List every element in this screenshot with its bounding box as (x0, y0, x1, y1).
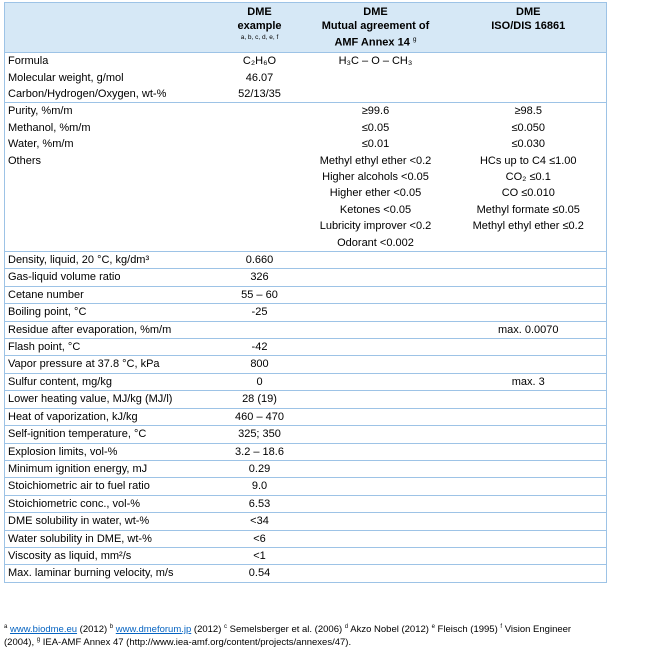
table-row (5, 460, 607, 477)
row-amf-value (301, 565, 451, 582)
row-label: Stoichiometric air to fuel ratio (5, 478, 219, 495)
table-header-row (5, 3, 607, 53)
table-row (5, 136, 607, 152)
table-row (5, 339, 607, 356)
row-amf-value (301, 153, 451, 252)
row-label: Explosion limits, vol-% (5, 443, 219, 460)
row-amf-value (301, 86, 451, 103)
row-amf-value: H₃C – O – CH₃ (301, 53, 451, 70)
table-row (5, 547, 607, 564)
row-label: DME solubility in water, wt-% (5, 513, 219, 530)
row-amf-value (301, 286, 451, 303)
row-example-value: 0 (219, 373, 301, 390)
row-example-value: 52/13/35 (238, 87, 281, 100)
header-dme-iso: DME ISO/DIS 16861 (451, 3, 607, 53)
row-iso-value (451, 391, 607, 408)
row-iso-value (451, 304, 607, 321)
row-iso-value (451, 339, 607, 356)
iso-list-item: Methyl formate ≤0.05 (476, 203, 580, 216)
row-example-value: 6.53 (219, 495, 301, 512)
table-row (5, 391, 607, 408)
row-label: Minimum ignition energy, mJ (5, 460, 219, 477)
row-label: Max. laminar burning velocity, m/s (5, 565, 219, 582)
row-iso-value (451, 86, 607, 103)
row-amf-value (301, 391, 451, 408)
row-example-value: -25 (219, 304, 301, 321)
row-example-value (219, 153, 301, 252)
table-row (5, 252, 607, 269)
row-amf-value (301, 408, 451, 425)
row-example-value: 9.0 (219, 478, 301, 495)
row-label: Purity, %m/m (5, 103, 219, 120)
biodme-link[interactable]: www.biodme.eu (9, 624, 78, 636)
row-example-value (219, 103, 301, 120)
header-dme-example: DME example a, b, c, d, e, f (219, 3, 301, 53)
row-amf-value: ≤0.01 (361, 138, 390, 151)
row-amf-value (301, 70, 451, 86)
row-label: Water solubility in DME, wt-% (5, 530, 219, 547)
row-amf-value (301, 304, 451, 321)
row-amf-value (301, 339, 451, 356)
row-iso-value (451, 70, 607, 86)
table-row (5, 70, 607, 86)
table-row (5, 530, 607, 547)
iso-list-item: CO₂ ≤0.1 (505, 171, 551, 183)
row-example-value: 326 (219, 269, 301, 286)
table-row (5, 408, 607, 425)
row-example-value: 28 (19) (219, 391, 301, 408)
table-row (5, 495, 607, 512)
row-example-value (219, 120, 301, 136)
row-amf-value (301, 460, 451, 477)
row-example-value: -42 (219, 339, 301, 356)
table-row (5, 565, 607, 582)
amf-list-item: Lubricity improver <0.2 (319, 220, 432, 233)
row-example-value: <6 (219, 530, 301, 547)
row-example-value: 0.660 (219, 252, 301, 269)
row-iso-value (451, 286, 607, 303)
amf-list-item: Ketones <0.05 (339, 203, 412, 216)
row-label: Methanol, %m/m (8, 121, 91, 134)
row-example-value: 3.2 – 18.6 (219, 443, 301, 460)
row-example-value: 55 – 60 (219, 286, 301, 303)
row-iso-value (451, 478, 607, 495)
table-row (5, 356, 607, 373)
row-iso-value (451, 53, 607, 70)
row-amf-value (301, 513, 451, 530)
row-amf-value (301, 321, 451, 338)
row-amf-value (301, 530, 451, 547)
row-iso-value (451, 495, 607, 512)
amf-list-item: Odorant <0.002 (337, 236, 414, 249)
row-label: Residue after evaporation, %m/m (5, 321, 219, 338)
table-row (5, 286, 607, 303)
row-example-value: 460 – 470 (219, 408, 301, 425)
table-row (5, 513, 607, 530)
table-row (5, 53, 607, 70)
row-amf-value (301, 443, 451, 460)
table-row (5, 304, 607, 321)
row-amf-value (301, 478, 451, 495)
row-iso-value (451, 408, 607, 425)
row-example-value: 800 (219, 356, 301, 373)
row-label: Vapor pressure at 37.8 °C, kPa (5, 356, 219, 373)
row-label: Water, %m/m (8, 138, 74, 151)
row-iso-value (451, 153, 607, 252)
row-iso-value (451, 513, 607, 530)
row-iso-value: ≤0.030 (511, 138, 546, 151)
dmeforum-link[interactable]: www.dmeforum.jp (115, 624, 192, 636)
row-iso-value (451, 460, 607, 477)
row-example-value: 0.29 (219, 460, 301, 477)
table-row (5, 321, 607, 338)
row-label: Others (8, 154, 42, 167)
row-label: Cetane number (5, 286, 219, 303)
footnotes (4, 622, 670, 648)
row-iso-value (451, 426, 607, 443)
table-row (5, 86, 607, 103)
footnote-line-1: $^a$ www.biodme.eu (2012) $^b$ www.dmeforum.jp (2012) $^c$ Semelsberger et al. (2006) $^d$ Akzo Nobel (2012) $^e$ Fleisch (1995) $^f$ Vision Engineer (4, 624, 572, 636)
row-label: Heat of vaporization, kJ/kg (5, 408, 219, 425)
row-amf-value (301, 373, 451, 390)
row-label: Gas-liquid volume ratio (5, 269, 219, 286)
amf-list-item: Methyl ethyl ether <0.2 (319, 154, 432, 167)
row-iso-value (451, 252, 607, 269)
table-row (5, 443, 607, 460)
row-amf-value (301, 269, 451, 286)
row-iso-value (451, 356, 607, 373)
row-example-value: C₂H₆O (219, 53, 301, 70)
row-amf-value: ≥99.6 (301, 103, 451, 120)
row-label: Formula (5, 53, 219, 70)
properties-table (4, 2, 607, 583)
row-iso-value (451, 530, 607, 547)
row-example-value: 325; 350 (219, 426, 301, 443)
row-label: Lower heating value, MJ/kg (MJ/l) (5, 391, 219, 408)
iso-list-item: Methyl ethyl ether ≤0.2 (472, 220, 584, 233)
table-row (5, 478, 607, 495)
row-iso-value (451, 565, 607, 582)
row-example-value: <34 (219, 513, 301, 530)
row-label: Carbon/Hydrogen/Oxygen, wt-% (8, 87, 167, 100)
table-row (5, 269, 607, 286)
row-amf-value: ≤0.05 (361, 121, 390, 134)
row-label: Flash point, °C (5, 339, 219, 356)
table-row (5, 103, 607, 120)
row-amf-value (301, 426, 451, 443)
row-example-value (219, 136, 301, 152)
row-example-value: 46.07 (245, 71, 274, 84)
footnote-line-2: (2004), $^g$ IEA-AMF Annex 47 (http://www.iea-amf.org/content/projects/annexes/47). (4, 637, 352, 649)
row-iso-value (451, 547, 607, 564)
iso-list-item: HCs up to C4 ≤1.00 (479, 154, 577, 167)
row-label: Sulfur content, mg/kg (5, 373, 219, 390)
row-label: Density, liquid, 20 °C, kg/dm³ (5, 252, 219, 269)
row-label: Molecular weight, g/mol (8, 71, 124, 84)
row-iso-value: ≥98.5 (451, 103, 607, 120)
row-label: Boiling point, °C (5, 304, 219, 321)
row-amf-value (301, 356, 451, 373)
row-example-value: 0.54 (219, 565, 301, 582)
table-row (5, 373, 607, 390)
row-iso-value: max. 3 (451, 373, 607, 390)
table-row (5, 153, 607, 252)
header-blank (5, 3, 219, 53)
row-amf-value (301, 495, 451, 512)
row-label: Self-ignition temperature, °C (5, 426, 219, 443)
row-iso-value (451, 443, 607, 460)
row-iso-value (451, 269, 607, 286)
row-iso-value: ≤0.050 (511, 121, 546, 134)
row-label: Viscosity as liquid, mm²/s (5, 547, 219, 564)
table-row (5, 426, 607, 443)
row-example-value: <1 (219, 547, 301, 564)
amf-list-item: Higher alcohols <0.05 (322, 171, 429, 183)
iso-list-item: CO ≤0.010 (501, 187, 555, 200)
amf-list-item: Higher ether <0.05 (329, 187, 422, 200)
table-row (5, 120, 607, 136)
row-amf-value (301, 252, 451, 269)
row-amf-value (301, 547, 451, 564)
row-example-value (219, 321, 301, 338)
row-label: Stoichiometric conc., vol-% (5, 495, 219, 512)
row-iso-value: max. 0.0070 (451, 321, 607, 338)
header-dme-amf: DME Mutual agreement of AMF Annex 14 $^g$ (301, 3, 451, 53)
